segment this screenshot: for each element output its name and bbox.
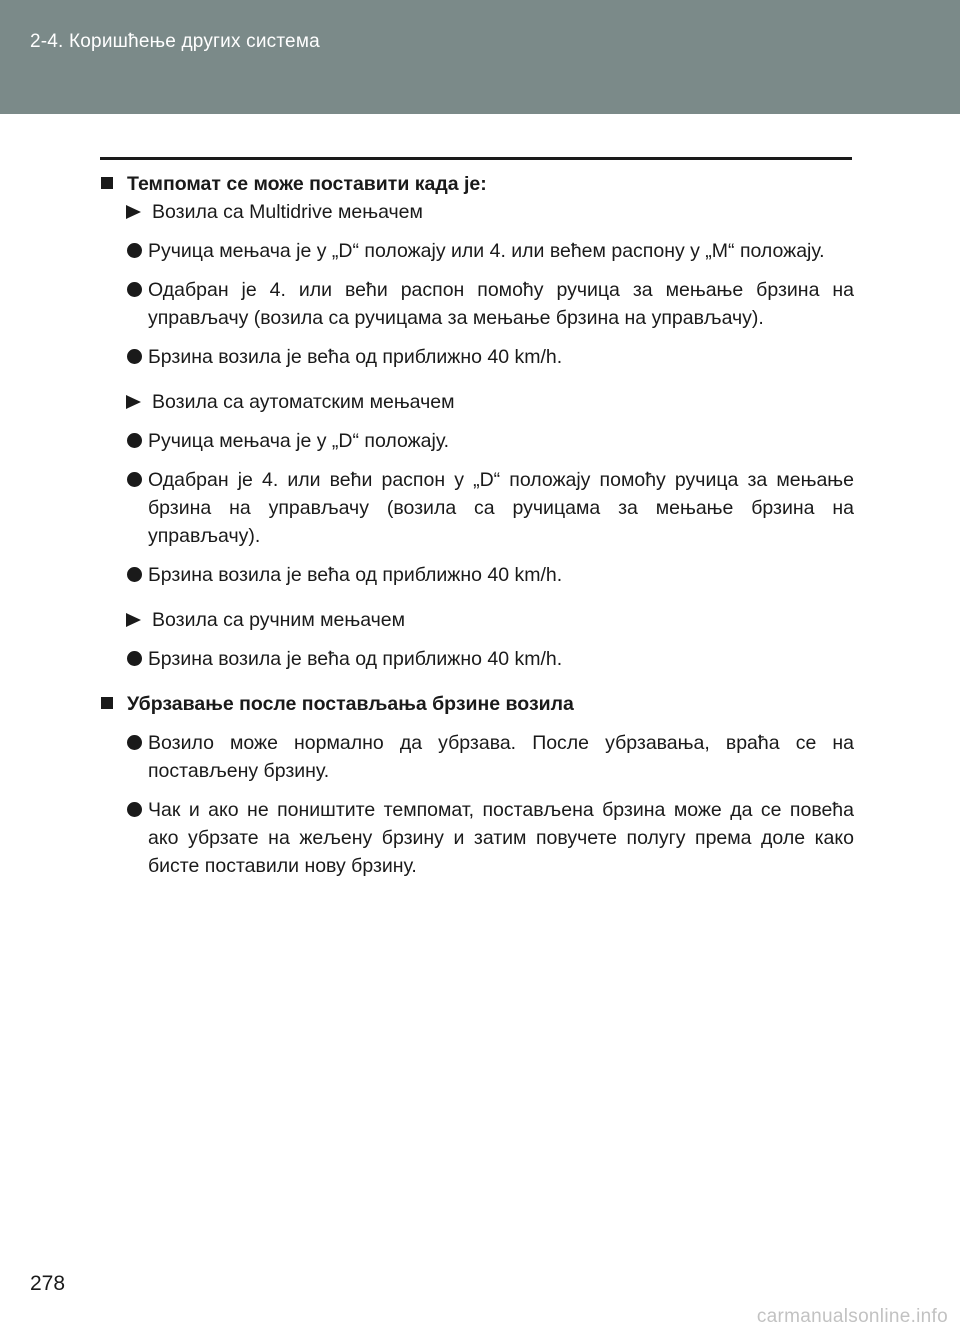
list-item-text: Одабран је 4. или већи распон у „D“ положају помоћу ручица за мењање брзина на управљачу (возила са ручицама за мењање брзина на управљачу). (148, 469, 854, 547)
square-bullet-icon (101, 177, 113, 189)
section-divider (100, 157, 852, 160)
subheading-text: Возила са ручним мењачем (152, 609, 406, 631)
list-item (100, 276, 854, 332)
list-item (100, 561, 854, 589)
list-item-text: Возило може нормално да убрзава. После убрзавања, враћа се на постављену брзину. (148, 732, 854, 782)
list-item-text: Одабран је 4. или већи распон помоћу ручица за мењање брзина на управљачу (возила са ручицама за мењање брзина на управљачу). (148, 279, 854, 329)
page-content (100, 170, 854, 880)
list-item (100, 796, 854, 880)
circle-bullet-icon (127, 433, 142, 448)
subheading-manual (100, 606, 854, 634)
list-item-text: Брзина возила је већа од приближно 40 km/h. (148, 346, 563, 368)
list-item-text: Брзина возила је већа од приближно 40 km/h. (148, 564, 563, 586)
triangle-bullet-icon (126, 395, 141, 409)
list-item (100, 729, 854, 785)
circle-bullet-icon (127, 282, 142, 297)
heading-text: Темпомат се може поставити када је: (127, 173, 487, 195)
list-item-text: Ручица мењача је у „D“ положају. (148, 430, 450, 452)
list-item-text: Ручица мењача је у „D“ положају или 4. или већем распону у „M“ положају. (148, 240, 825, 262)
circle-bullet-icon (127, 567, 142, 582)
subheading-text: Возила са аутоматским мењачем (152, 391, 455, 413)
list-item (100, 237, 854, 265)
section-heading-acceleration (100, 690, 854, 718)
circle-bullet-icon (127, 243, 142, 258)
heading-text: Убрзавање после постављања брзине возила (127, 693, 574, 715)
list-item (100, 427, 854, 455)
watermark: carmanualsonline.info (756, 1306, 948, 1327)
triangle-bullet-icon (126, 205, 141, 219)
circle-bullet-icon (127, 472, 142, 487)
page-number: 278 (30, 1272, 66, 1295)
header-band (0, 0, 960, 114)
subheading-text: Возила са Multidrive мењачем (152, 201, 423, 223)
list-item (100, 343, 854, 371)
section-title: 2-4. Коришћење других система (30, 31, 320, 52)
circle-bullet-icon (127, 735, 142, 750)
list-item-text: Чак и ако не поништите темпомат, постављена брзина може да се повећа ако убрзате на жељену брзину и затим повучете полугу према доле како бисте поставили нову брзину. (148, 799, 854, 877)
list-item (100, 466, 854, 550)
triangle-bullet-icon (126, 613, 141, 627)
square-bullet-icon (101, 697, 113, 709)
section-heading-cruise-conditions (100, 170, 854, 198)
subheading-multidrive (100, 198, 854, 226)
circle-bullet-icon (127, 651, 142, 666)
circle-bullet-icon (127, 349, 142, 364)
circle-bullet-icon (127, 802, 142, 817)
subheading-automatic (100, 388, 854, 416)
list-item-text: Брзина возила је већа од приближно 40 km/h. (148, 648, 563, 670)
list-item (100, 645, 854, 673)
